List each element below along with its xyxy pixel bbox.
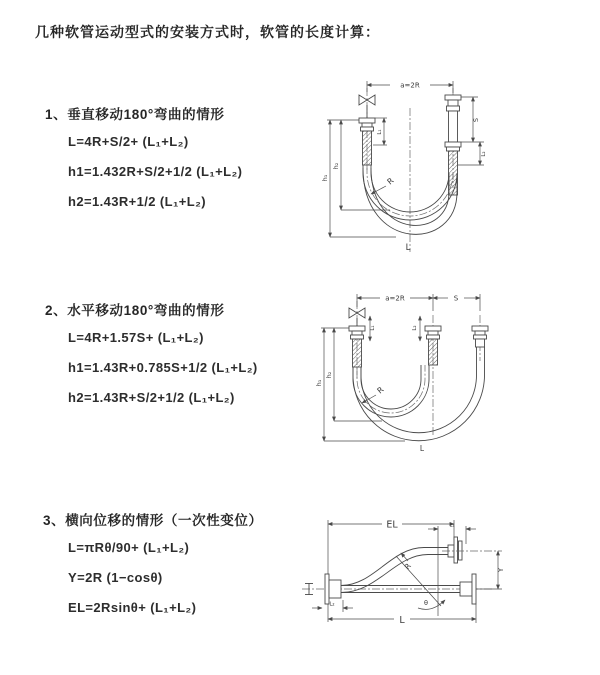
radius-callout	[371, 176, 396, 194]
dimension-EL	[328, 520, 454, 623]
dimension-a2R	[357, 294, 480, 311]
dimension-S	[461, 97, 484, 142]
dim-label-h1: h₁	[321, 174, 329, 182]
left-hose-fitting	[359, 118, 375, 165]
section3-heading: 3、横向位移的情形（一次性变位）	[43, 513, 263, 528]
dim-label-R: R	[375, 385, 386, 396]
diagram-vertical-180-bend	[310, 70, 600, 260]
dim-label-R: R	[402, 561, 413, 572]
dim-label-h1: h₁	[315, 379, 323, 387]
right-hose-fitting	[472, 326, 488, 347]
section2-formula-h2: h2=1.43R+S/2+1/2 (L₁+L₂)	[68, 390, 235, 405]
dim-label-a2R: a=2R	[400, 81, 420, 90]
dim-label-L: L	[399, 615, 405, 626]
right-flange	[460, 574, 476, 604]
dimension-L2	[458, 142, 487, 165]
dim-label-S: S	[472, 117, 480, 123]
section2-formula-h1: h1=1.43R+0.785S+1/2 (L₁+L₂)	[68, 360, 258, 375]
section2-formula-L: L=4R+1.57S+ (L₁+L₂)	[68, 330, 204, 345]
dim-label-L2: L₂	[481, 151, 487, 157]
left-hose-fitting	[349, 326, 365, 367]
dim-label-L1: L₁	[370, 325, 376, 331]
section3-formula-EL: EL=2Rsinθ+ (L₁+L₂)	[68, 600, 197, 615]
dim-label-S: S	[453, 294, 459, 303]
section1-formula-h2: h2=1.43R+1/2 (L₁+L₂)	[68, 194, 207, 209]
dim-label-L: L	[419, 444, 425, 453]
dim-label-L2: L₂	[329, 601, 335, 608]
right-hose-fitting	[445, 95, 461, 195]
section1-formula-h1: h1=1.432R+S/2+1/2 (L₁+L₂)	[68, 164, 243, 179]
dimension-a2R	[367, 81, 453, 93]
dimension-h1	[321, 120, 396, 237]
centerlines	[357, 301, 480, 435]
dim-label-h2: h₂	[325, 371, 333, 379]
diagram-lateral-displacement	[298, 504, 600, 652]
page-title: 几种软管运动型式的安装方式时，软管的长度计算：	[35, 24, 380, 40]
section1-formula-L: L=4R+S/2+ (L₁+L₂)	[68, 134, 189, 149]
dim-label-L: L	[405, 243, 411, 253]
dim-label-EL: EL	[386, 519, 398, 531]
hose-loops	[353, 347, 485, 441]
dim-label-theta: θ	[424, 599, 428, 607]
section3-formula-Y: Y=2R (1−cosθ)	[68, 570, 163, 585]
dimension-S	[433, 295, 480, 303]
dim-label-L1: L₁	[449, 522, 455, 529]
dim-label-Y: Y	[497, 567, 505, 573]
section2-heading: 2、水平移动180°弯曲的情形	[45, 303, 225, 318]
dim-label-L2: L₂	[412, 325, 418, 331]
radius-callout	[362, 385, 386, 403]
dimension-L1-top	[428, 523, 476, 617]
dimension-L1	[370, 316, 376, 341]
dimension-L	[328, 601, 476, 626]
upper-right-flange	[442, 537, 502, 563]
dim-label-L1: L₁	[377, 129, 383, 135]
dim-label-h2: h₂	[332, 162, 340, 170]
left-flange	[325, 574, 341, 604]
dim-label-R: R	[385, 176, 396, 187]
section1-heading: 1、垂直移动180°弯曲的情形	[45, 107, 225, 122]
dimension-L2	[412, 316, 420, 341]
section3-formula-L: L=πRθ/90+ (L₁+L₂)	[68, 540, 190, 555]
dimension-L2-bottom	[312, 600, 353, 612]
diagram-horizontal-180-bend	[310, 283, 600, 463]
middle-hose-fitting	[425, 326, 441, 365]
dim-label-a2R: a=2R	[385, 294, 405, 303]
dimension-Y	[476, 551, 505, 589]
